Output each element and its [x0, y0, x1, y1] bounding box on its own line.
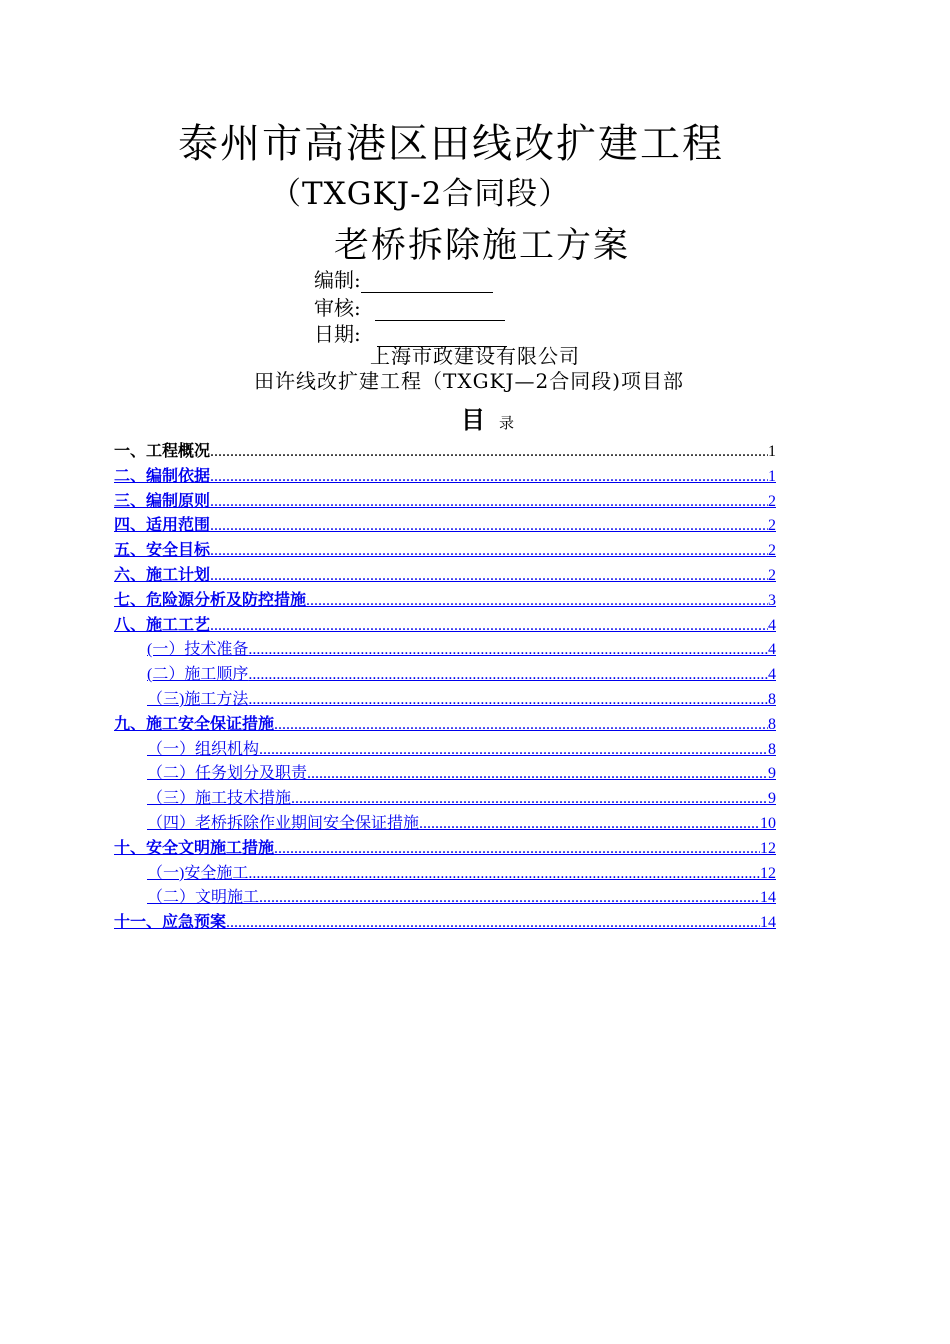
company-name: 上海市政建设有限公司 — [370, 344, 580, 368]
toc-entry-page: 8 — [768, 715, 776, 733]
toc-entry-label: 九、施工安全保证措施 — [114, 715, 275, 733]
toc-leader-dots — [248, 663, 768, 688]
toc-leader-dots — [226, 911, 760, 936]
toc-leader-dots — [306, 589, 768, 614]
toc-leader-dots — [210, 490, 768, 515]
toc-leader-dots — [307, 762, 768, 787]
toc-entry[interactable] — [114, 465, 776, 490]
toc-entry[interactable] — [114, 440, 776, 465]
toc-entry-label: 八、施工工艺 — [114, 616, 211, 634]
toc-entry-label: 一、工程概况 — [114, 443, 211, 460]
toc-leader-dots — [210, 465, 768, 490]
toc-leader-dots — [210, 440, 768, 465]
toc-subentry[interactable] — [114, 638, 776, 663]
toc-entry[interactable] — [114, 837, 776, 862]
toc-subentry[interactable] — [114, 886, 776, 911]
toc-entry-page: 10 — [760, 814, 776, 832]
toc-leader-dots — [248, 638, 768, 663]
toc-leader-dots — [248, 862, 760, 887]
toc-heading — [461, 400, 514, 435]
toc-entry-page: 1 — [768, 443, 776, 460]
toc-entry-page: 9 — [768, 790, 776, 808]
toc-entry-label: （三)施工方法 — [147, 690, 249, 708]
toc-heading-small: 录 — [499, 414, 515, 432]
toc-entry-label: 二、编制依据 — [114, 467, 211, 485]
toc-entry-page: 14 — [760, 889, 776, 907]
toc-entry-label: (一）技术准备 — [147, 641, 249, 659]
toc-leader-dots — [259, 886, 760, 911]
toc-entry[interactable] — [114, 564, 776, 589]
project-title: 泰州市高港区田线改扩建工程 — [178, 121, 724, 167]
toc-entry[interactable] — [114, 713, 776, 738]
compiled-label: 编制: — [314, 268, 361, 292]
toc-entry[interactable] — [114, 589, 776, 614]
toc-leader-dots — [274, 713, 768, 738]
toc-entry-page: 2 — [768, 517, 776, 535]
toc-entry-page: 2 — [768, 492, 776, 510]
toc-entry-page: 9 — [768, 765, 776, 783]
toc-entry-label: 十、安全文明施工措施 — [114, 839, 275, 857]
toc-entry[interactable] — [114, 514, 776, 539]
toc-leader-dots — [291, 787, 768, 812]
toc-entry[interactable] — [114, 614, 776, 639]
toc-entry-label: （二）任务划分及职责 — [147, 765, 308, 783]
toc-subentry[interactable] — [114, 738, 776, 763]
toc-entry[interactable] — [114, 911, 776, 936]
toc-leader-dots — [210, 614, 768, 639]
reviewed-label: 审核: — [314, 296, 361, 320]
compiled-row — [314, 264, 493, 293]
contract-section: （TXGKJ-2合同段） — [270, 176, 571, 212]
toc-entry-label: (二）施工顺序 — [147, 666, 249, 684]
toc-leader-dots — [210, 564, 768, 589]
plan-title: 老桥拆除施工方案 — [334, 226, 631, 266]
compiled-signature-line — [361, 272, 493, 293]
reviewed-row — [314, 292, 505, 321]
toc-entry-page: 2 — [768, 542, 776, 560]
toc-entry-page: 3 — [768, 591, 776, 609]
toc-subentry[interactable] — [114, 787, 776, 812]
toc-subentry[interactable] — [114, 688, 776, 713]
toc-entry-label: 五、安全目标 — [114, 542, 211, 560]
toc-subentry[interactable] — [114, 762, 776, 787]
table-of-contents — [114, 440, 776, 936]
toc-entry-label: （四）老桥拆除作业期间安全保证措施 — [147, 814, 420, 832]
toc-entry[interactable] — [114, 490, 776, 515]
toc-subentry[interactable] — [114, 812, 776, 837]
toc-entry-label: （二）文明施工 — [147, 889, 260, 907]
toc-entry-label: 六、施工计划 — [114, 566, 211, 584]
toc-entry-page: 14 — [760, 914, 776, 932]
toc-subentry[interactable] — [114, 862, 776, 887]
toc-entry-page: 4 — [768, 666, 776, 684]
toc-subentry[interactable] — [114, 663, 776, 688]
project-department: 田许线改扩建工程（TXGKJ—2合同段)项目部 — [254, 369, 685, 393]
toc-entry-label: （一)安全施工 — [147, 864, 249, 882]
toc-entry-page: 12 — [760, 864, 776, 882]
toc-entry[interactable] — [114, 539, 776, 564]
toc-leader-dots — [274, 837, 760, 862]
toc-leader-dots — [419, 812, 760, 837]
toc-entry-page: 8 — [768, 740, 776, 758]
toc-entry-label: （一）组织机构 — [147, 740, 260, 758]
toc-leader-dots — [248, 688, 768, 713]
toc-entry-label: 七、危险源分析及防控措施 — [114, 591, 307, 609]
toc-entry-page: 4 — [768, 641, 776, 659]
toc-entry-page: 1 — [768, 467, 776, 485]
toc-entry-page: 12 — [760, 839, 776, 857]
toc-entry-label: （三）施工技术措施 — [147, 790, 292, 808]
toc-entry-label: 三、编制原则 — [114, 492, 211, 510]
toc-heading-big: 目 — [461, 405, 485, 434]
toc-leader-dots — [210, 514, 768, 539]
toc-entry-page: 2 — [768, 566, 776, 584]
toc-entry-page: 8 — [768, 690, 776, 708]
toc-entry-page: 4 — [768, 616, 776, 634]
toc-leader-dots — [259, 738, 768, 763]
date-label: 日期: — [314, 322, 361, 346]
toc-entry-label: 十一、应急预案 — [114, 914, 227, 932]
toc-leader-dots — [210, 539, 768, 564]
toc-entry-label: 四、适用范围 — [114, 517, 211, 535]
